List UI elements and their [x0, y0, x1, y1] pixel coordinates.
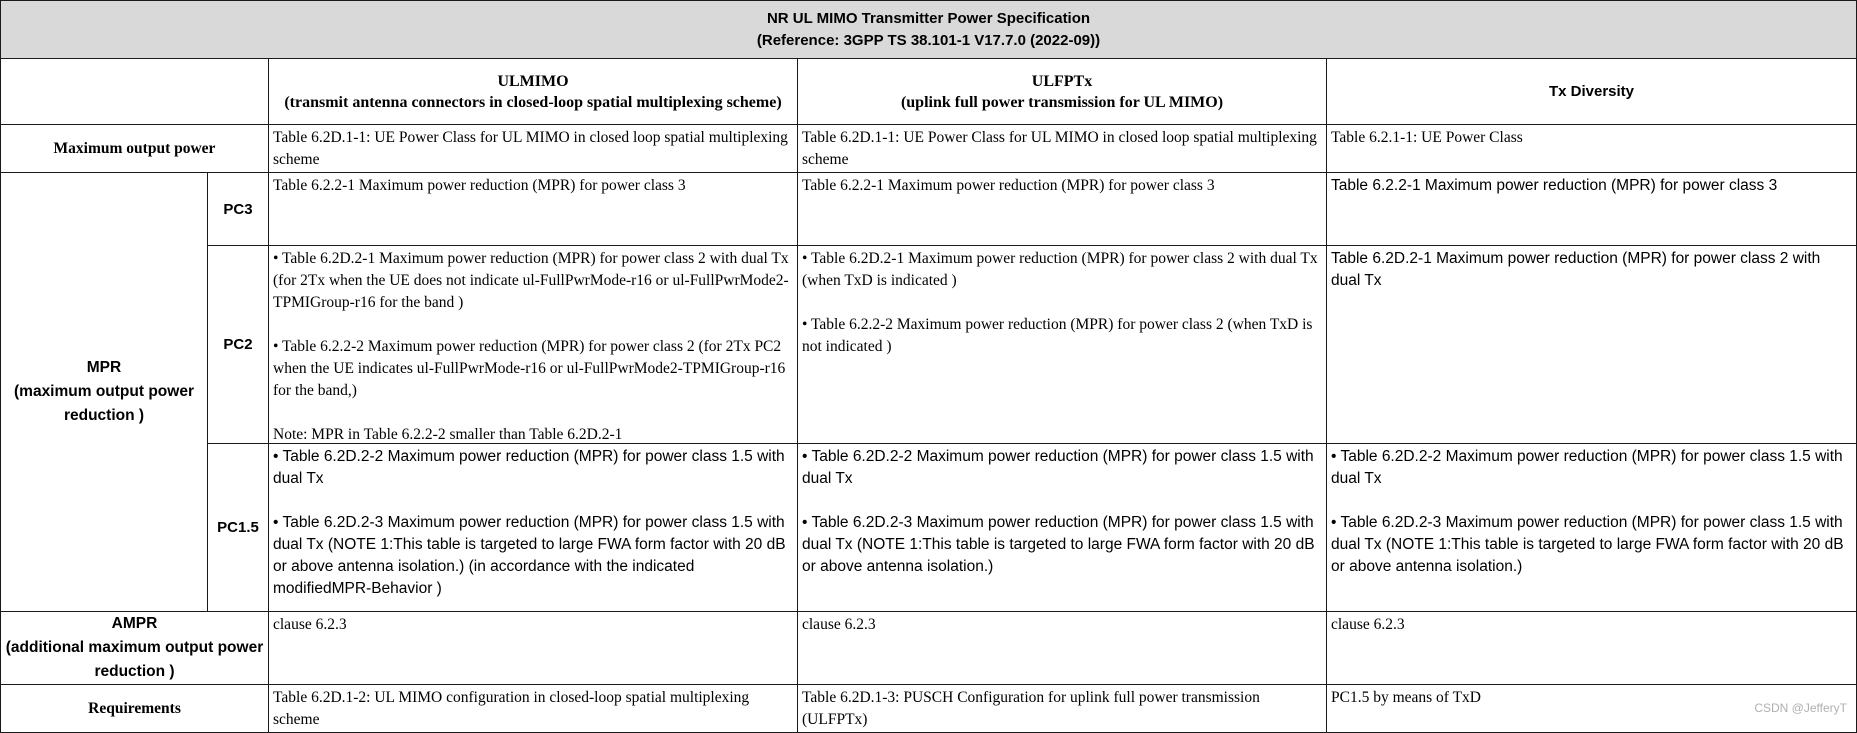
cell-pc2-ulfptx [798, 246, 1327, 444]
row-label-max-output-power [0, 125, 269, 173]
row-label-mpr-abbr: MPR [86, 359, 122, 376]
column-header-ulfptx-name: ULFPTx [1031, 72, 1093, 90]
cell-text: Table 6.2D.1-1: UE Power Class for UL MIMO in closed loop spatial multiplexing scheme [802, 129, 1317, 168]
cell-text: Table 6.2D.1-3: PUSCH Configuration for uplink full power transmission (ULFPTx) [802, 689, 1260, 728]
row-label-ampr [0, 612, 269, 685]
row-label-mpr-desc: (maximum output power reduction ) [14, 383, 194, 424]
cell-pc3-ulmimo [269, 173, 798, 246]
column-header-txdiv-name: Tx Diversity [1548, 83, 1635, 100]
header-corner [0, 59, 269, 125]
row-label-ampr-abbr: AMPR [111, 615, 158, 632]
cell-requirements-ulfptx [798, 685, 1327, 733]
cell-text: • Table 6.2D.2-1 Maximum power reduction (MPR) for power class 2 with dual Tx (when TxD is indicated ) [802, 250, 1318, 289]
cell-text: • Table 6.2D.2-3 Maximum power reduction (MPR) for power class 1.5 with dual Tx (NOTE 1:This table is targeted to large FWA form factor with 20 dB or above antenna isolation.) [1331, 514, 1844, 575]
table-title [0, 0, 1857, 59]
row-label-requirements-text: Requirements [88, 699, 181, 717]
column-header-txdiv [1327, 59, 1857, 125]
row-label-mpr [0, 173, 208, 612]
row-label-pc1-5 [208, 444, 269, 612]
cell-pc1-5-ulmimo [269, 444, 798, 612]
cell-max-output-power-txdiv [1327, 125, 1857, 173]
cell-text: Table 6.2D.2-1 Maximum power reduction (MPR) for power class 2 with dual Tx [1331, 250, 1821, 289]
column-header-ulmimo-desc: (transmit antenna connectors in closed-loop spatial multiplexing scheme) [284, 93, 782, 111]
row-label-pc2 [208, 246, 269, 444]
row-label-pc3-text: PC3 [223, 200, 253, 218]
column-header-ulfptx-desc: (uplink full power transmission for UL MIMO) [900, 93, 1224, 111]
table-title-main: NR UL MIMO Transmitter Power Specification [766, 9, 1091, 27]
cell-pc3-txdiv [1327, 173, 1857, 246]
cell-pc1-5-ulfptx [798, 444, 1327, 612]
watermark: CSDN @JefferyT [1754, 701, 1847, 715]
row-label-max-output-power-text: Maximum output power [53, 139, 216, 157]
cell-ampr-txdiv [1327, 612, 1857, 685]
cell-text: • Table 6.2.2-2 Maximum power reduction (MPR) for power class 2 (when TxD is not indicated ) [802, 316, 1313, 355]
cell-text: Table 6.2.2-1 Maximum power reduction (MPR) for power class 3 [802, 177, 1215, 194]
cell-text: Table 6.2.1-1: UE Power Class [1331, 129, 1523, 146]
cell-max-output-power-ulfptx [798, 125, 1327, 173]
cell-text: • Table 6.2D.2-2 Maximum power reduction (MPR) for power class 1.5 with dual Tx [802, 448, 1314, 487]
cell-text: Table 6.2.2-1 Maximum power reduction (MPR) for power class 3 [1331, 177, 1778, 194]
cell-requirements-ulmimo [269, 685, 798, 733]
column-header-ulfptx [798, 59, 1327, 125]
cell-pc2-txdiv [1327, 246, 1857, 444]
cell-text: PC1.5 by means of TxD [1331, 689, 1481, 706]
row-label-pc1-5-text: PC1.5 [217, 519, 259, 536]
cell-pc3-ulfptx [798, 173, 1327, 246]
column-header-ulmimo-name: ULMIMO [497, 72, 569, 90]
cell-ampr-ulmimo [269, 612, 798, 685]
table-title-reference: (Reference: 3GPP TS 38.101-1 V17.7.0 (2022-09)) [756, 31, 1101, 49]
cell-text: • Table 6.2D.2-1 Maximum power reduction (MPR) for power class 2 with dual Tx (for 2Tx when the UE does not indicate ul-FullPwrMode-r16 or ul-FullPwrMode2-TPMIGroup-r16 for the band ) [273, 250, 789, 311]
row-label-requirements [0, 685, 269, 733]
row-label-ampr-desc: (additional maximum output power reduction ) [5, 639, 264, 680]
cell-text: clause 6.2.3 [273, 616, 347, 633]
column-header-ulmimo [269, 59, 798, 125]
cell-text: • Table 6.2D.2-2 Maximum power reduction (MPR) for power class 1.5 with dual Tx [273, 448, 785, 487]
cell-text: • Table 6.2.2-2 Maximum power reduction (MPR) for power class 2 (for 2Tx PC2 when the UE indicates ul-FullPwrMode-r16 or ul-FullPwrMode2-TPMIGroup-r16 for the band,) [273, 338, 786, 399]
row-label-pc3 [208, 173, 269, 246]
row-label-pc2-text: PC2 [223, 336, 253, 353]
cell-max-output-power-ulmimo [269, 125, 798, 173]
cell-text: Table 6.2D.1-1: UE Power Class for UL MIMO in closed loop spatial multiplexing scheme [273, 129, 788, 168]
cell-text: • Table 6.2D.2-2 Maximum power reduction (MPR) for power class 1.5 with dual Tx [1331, 448, 1843, 487]
cell-text: clause 6.2.3 [1331, 616, 1405, 633]
cell-note: Note: MPR in Table 6.2.2-2 smaller than Table 6.2D.2-1 [273, 426, 623, 443]
cell-text: • Table 6.2D.2-3 Maximum power reduction (MPR) for power class 1.5 with dual Tx (NOTE 1:This table is targeted to large FWA form factor with 20 dB or above antenna isolation.) [802, 514, 1315, 575]
cell-text: Table 6.2.2-1 Maximum power reduction (MPR) for power class 3 [273, 177, 686, 194]
cell-text: clause 6.2.3 [802, 616, 876, 633]
cell-text: • Table 6.2D.2-3 Maximum power reduction (MPR) for power class 1.5 with dual Tx (NOTE 1:This table is targeted to large FWA form factor with 20 dB or above antenna isolation.) (in accordance with the indicated modifiedMPR-Behavior ) [273, 514, 786, 597]
cell-pc2-ulmimo [269, 246, 798, 444]
cell-pc1-5-txdiv [1327, 444, 1857, 612]
cell-text: Table 6.2D.1-2: UL MIMO configuration in closed-loop spatial multiplexing scheme [273, 689, 750, 728]
cell-ampr-ulfptx [798, 612, 1327, 685]
